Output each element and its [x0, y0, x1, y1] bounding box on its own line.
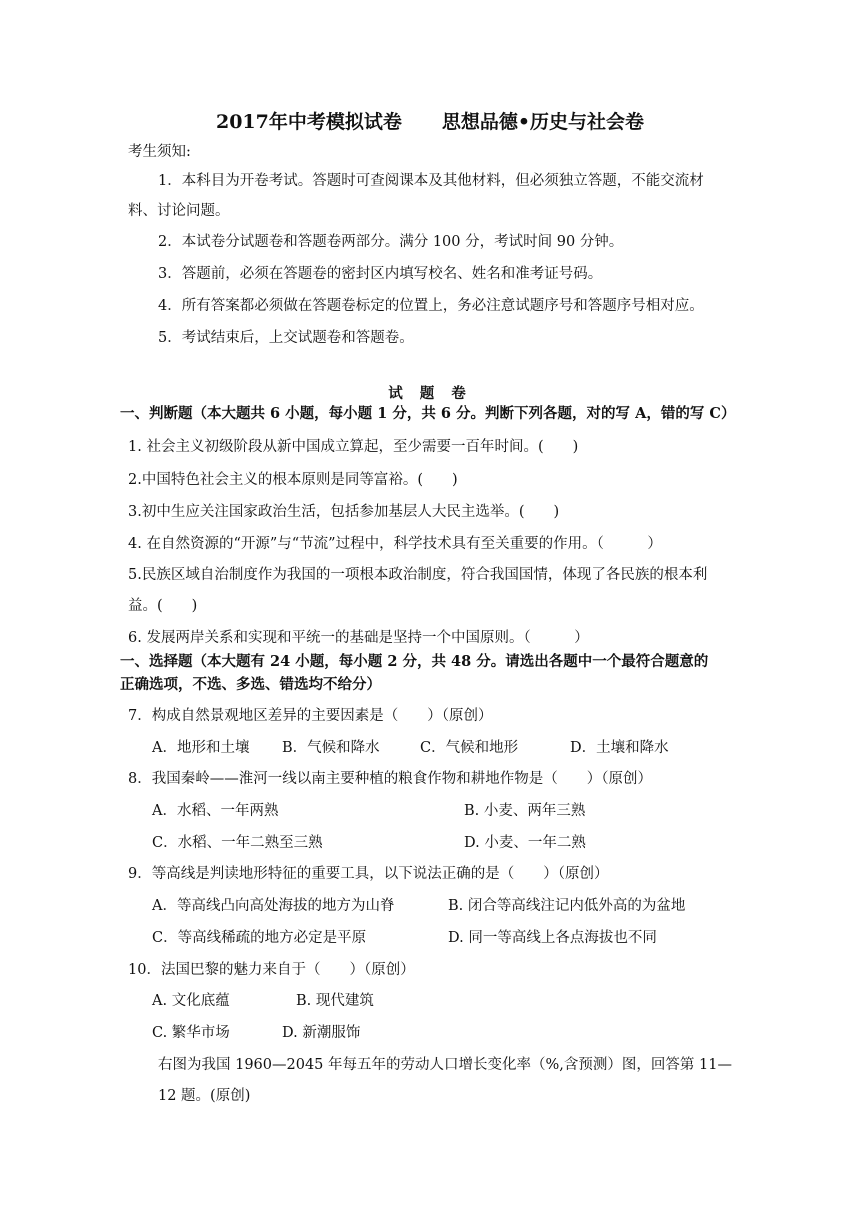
q10-option-b: B. 现代建筑 — [296, 993, 374, 1009]
passage-11-12-cont: 12 题。(原创) — [158, 1088, 251, 1104]
q7-option-d: D．土壤和降水 — [570, 740, 669, 756]
notice-item-1: 1．本科目为开卷考试。答题时可查阅课本及其他材料，但必须独立答题，不能交流材 — [158, 173, 704, 189]
notice-item-2: 2．本试卷分试题卷和答题卷两部分。满分 100 分，考试时间 90 分钟。 — [158, 234, 624, 250]
judge-q5: 5.民族区域自治制度作为我国的一项根本政治制度，符合我国国情，体现了各民族的根本利 — [128, 567, 708, 583]
judge-q5-cont: 益。( ) — [128, 598, 198, 614]
exam-title-subject: 思想品德•历史与社会卷 — [441, 111, 645, 133]
section-title: 试 题 卷 — [388, 385, 472, 402]
q7-option-b: B．气候和降水 — [282, 740, 380, 756]
judge-q6: 6. 发展两岸关系和实现和平统一的基础是坚持一个中国原则。（ ） — [128, 630, 589, 646]
choice-q9: 9．等高线是判读地形特征的重要工具，以下说法正确的是（ ）（原创） — [128, 866, 609, 882]
q10-option-a: A. 文化底蕴 — [152, 993, 230, 1009]
judge-q1: 1. 社会主义初级阶段从新中国成立算起，至少需要一百年时间。( ) — [128, 439, 579, 455]
q10-option-c: C. 繁华市场 — [152, 1025, 230, 1041]
notice-heading: 考生须知: — [128, 144, 191, 160]
q9-option-d: D. 同一等高线上各点海拔也不同 — [448, 930, 657, 946]
part2-heading: 一、选择题（本大题有 24 小题，每小题 2 分，共 48 分。请选出各题中一个最符合题意的 — [120, 653, 709, 670]
choice-q7: 7．构成自然景观地区差异的主要因素是（ ）（原创） — [128, 708, 493, 724]
q8-option-a: A．水稻、一年两熟 — [152, 803, 279, 819]
choice-q10: 10．法国巴黎的魅力来自于（ ）（原创） — [128, 962, 415, 978]
q7-option-a: A．地形和土壤 — [152, 740, 250, 756]
notice-item-4: 4．所有答案都必须做在答题卷标定的位置上，务必注意试题序号和答题序号相对应。 — [158, 298, 704, 314]
q8-option-b: B. 小麦、两年三熟 — [464, 803, 586, 819]
part1-heading: 一、判断题（本大题共 6 小题，每小题 1 分，共 6 分。判断下列各题，对的写 A，错的写 C） — [120, 405, 736, 422]
part2-heading-cont: 正确选项，不选、多选、错选均不给分） — [120, 676, 381, 693]
q8-option-d: D. 小麦、一年二熟 — [464, 835, 586, 851]
q10-option-d: D. 新潮服饰 — [282, 1025, 361, 1041]
judge-q2: 2.中国特色社会主义的根本原则是同等富裕。( ) — [128, 472, 458, 488]
q9-option-c: C．等高线稀疏的地方必定是平原 — [152, 930, 367, 946]
notice-item-1-cont: 料、讨论问题。 — [128, 203, 230, 219]
choice-q8: 8．我国秦岭——淮河一线以南主要种植的粮食作物和耕地作物是（ ）（原创） — [128, 771, 652, 787]
q8-option-c: C．水稻、一年二熟至三熟 — [152, 835, 323, 851]
judge-q3: 3.初中生应关注国家政治生活，包括参加基层人大民主选举。( ) — [128, 504, 560, 520]
q7-option-c: C．气候和地形 — [420, 740, 519, 756]
notice-item-3: 3．答题前，必须在答题卷的密封区内填写校名、姓名和准考证号码。 — [158, 266, 603, 282]
q9-option-a: A．等高线凸向高处海拔的地方为山脊 — [152, 898, 395, 914]
q9-option-b: B. 闭合等高线注记内低外高的为盆地 — [448, 898, 686, 914]
passage-11-12: 右图为我国 1960—2045 年每五年的劳动人口增长变化率（%,含预测）图，回答第 11— — [158, 1057, 732, 1073]
judge-q4: 4. 在自然资源的“开源”与“节流”过程中，科学技术具有至关重要的作用。（ ） — [128, 536, 662, 552]
exam-title-year: 2017年中考模拟试卷 — [215, 111, 402, 133]
exam-title — [0, 112, 860, 132]
notice-item-5: 5．考试结束后，上交试题卷和答题卷。 — [158, 330, 414, 346]
